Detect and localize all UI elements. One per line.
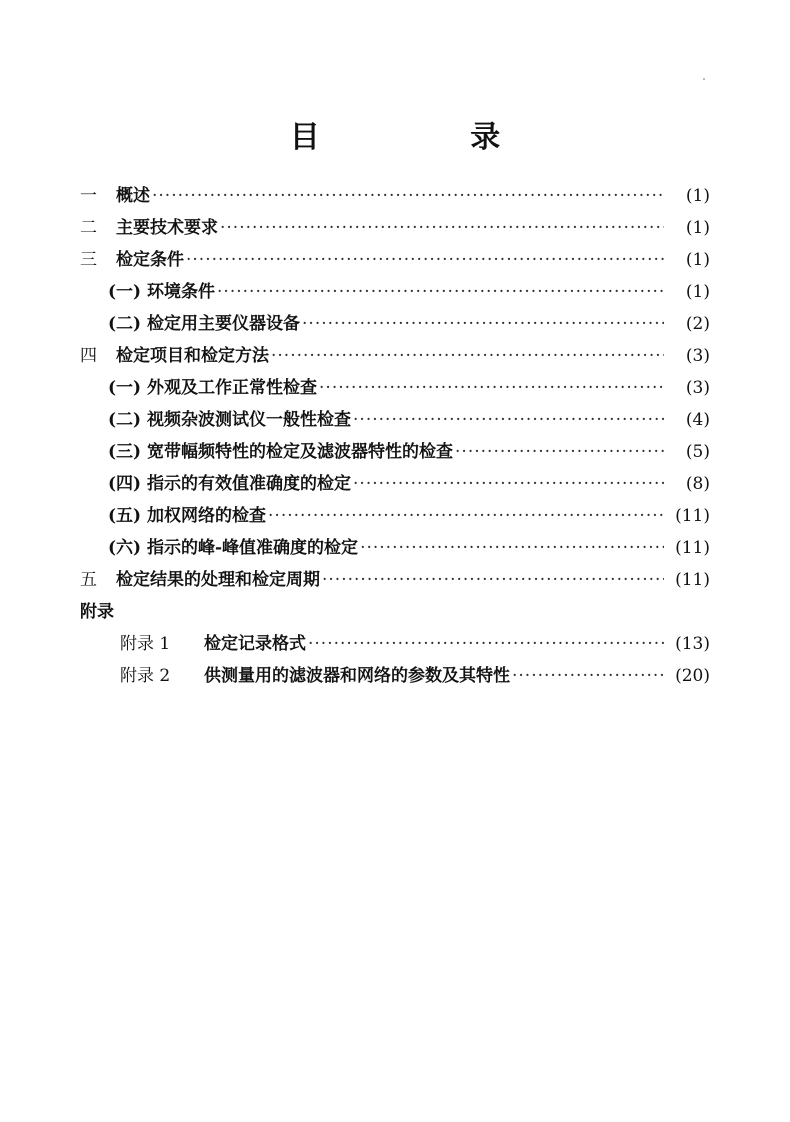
leader-dots [220, 212, 664, 244]
toc-number: 四 [80, 346, 97, 366]
toc-page: (11) [675, 570, 710, 590]
leader-dots [217, 276, 664, 308]
toc-page: (5) [685, 442, 710, 462]
toc-label: 检定结果的处理和检定周期 [116, 570, 320, 590]
appendix-number: 附录 2 [120, 666, 171, 686]
leader-dots [512, 660, 664, 692]
leader-dots [271, 340, 664, 372]
leader-dots [268, 500, 664, 532]
toc-page: (20) [675, 666, 710, 686]
toc-page: (11) [675, 538, 710, 558]
leader-dots [360, 532, 664, 564]
toc-label: 主要技术要求 [116, 218, 218, 238]
table-of-contents [80, 180, 710, 692]
toc-label: 检定记录格式 [204, 634, 306, 654]
scan-speck [703, 78, 705, 80]
toc-label: 概述 [116, 186, 150, 206]
toc-label: (二) 视频杂波测试仪一般性检查 [108, 410, 352, 430]
leader-dots [302, 308, 664, 340]
toc-entry-1[interactable] [80, 180, 710, 212]
toc-entry-3[interactable] [80, 244, 710, 276]
toc-label: (六) 指示的峰-峰值准确度的检定 [108, 538, 359, 558]
leader-dots [186, 244, 664, 276]
toc-label: 检定条件 [116, 250, 184, 270]
toc-label: (一) 环境条件 [108, 282, 216, 302]
toc-number: 一 [80, 186, 97, 206]
toc-label: 检定项目和检定方法 [116, 346, 269, 366]
toc-appendix-1[interactable] [80, 628, 710, 660]
toc-subentry-4-1[interactable] [80, 372, 710, 404]
toc-number: 三 [80, 250, 97, 270]
toc-entry-5[interactable] [80, 564, 710, 596]
toc-subentry-4-6[interactable] [80, 532, 710, 564]
toc-subentry-3-2[interactable] [80, 308, 710, 340]
leader-dots [319, 372, 664, 404]
toc-subentry-4-5[interactable] [80, 500, 710, 532]
toc-page: (4) [685, 410, 710, 430]
toc-page: (1) [685, 250, 710, 270]
toc-label: (一) 外观及工作正常性检查 [108, 378, 318, 398]
leader-dots [308, 628, 664, 660]
toc-appendix-2[interactable] [80, 660, 710, 692]
toc-page: (2) [685, 314, 710, 334]
leader-dots [353, 404, 664, 436]
toc-subentry-3-1[interactable] [80, 276, 710, 308]
toc-subentry-4-3[interactable] [80, 436, 710, 468]
leader-dots [322, 564, 664, 596]
toc-number: 五 [80, 570, 97, 590]
toc-number: 二 [80, 218, 97, 238]
page-title: 目 录 [289, 120, 571, 155]
toc-label: (五) 加权网络的检查 [108, 506, 267, 526]
toc-page: (1) [685, 282, 710, 302]
toc-page: (13) [675, 634, 710, 654]
toc-page: (1) [685, 186, 710, 206]
toc-subentry-4-4[interactable] [80, 468, 710, 500]
toc-label: (四) 指示的有效值准确度的检定 [108, 474, 352, 494]
toc-page: (11) [675, 506, 710, 526]
appendix-number: 附录 1 [120, 634, 171, 654]
toc-label: 供测量用的滤波器和网络的参数及其特性 [204, 666, 510, 686]
leader-dots [353, 468, 664, 500]
leader-dots [455, 436, 664, 468]
toc-entry-4[interactable] [80, 340, 710, 372]
appendix-heading: 附录 [80, 602, 114, 622]
toc-page: (3) [685, 378, 710, 398]
toc-page: (8) [685, 474, 710, 494]
leader-dots [152, 180, 664, 212]
toc-entry-2[interactable] [80, 212, 710, 244]
toc-page: (3) [685, 346, 710, 366]
toc-page: (1) [685, 218, 710, 238]
toc-label: (二) 检定用主要仪器设备 [108, 314, 301, 334]
toc-label: (三) 宽带幅频特性的检定及滤波器特性的检查 [108, 442, 454, 462]
toc-subentry-4-2[interactable] [80, 404, 710, 436]
